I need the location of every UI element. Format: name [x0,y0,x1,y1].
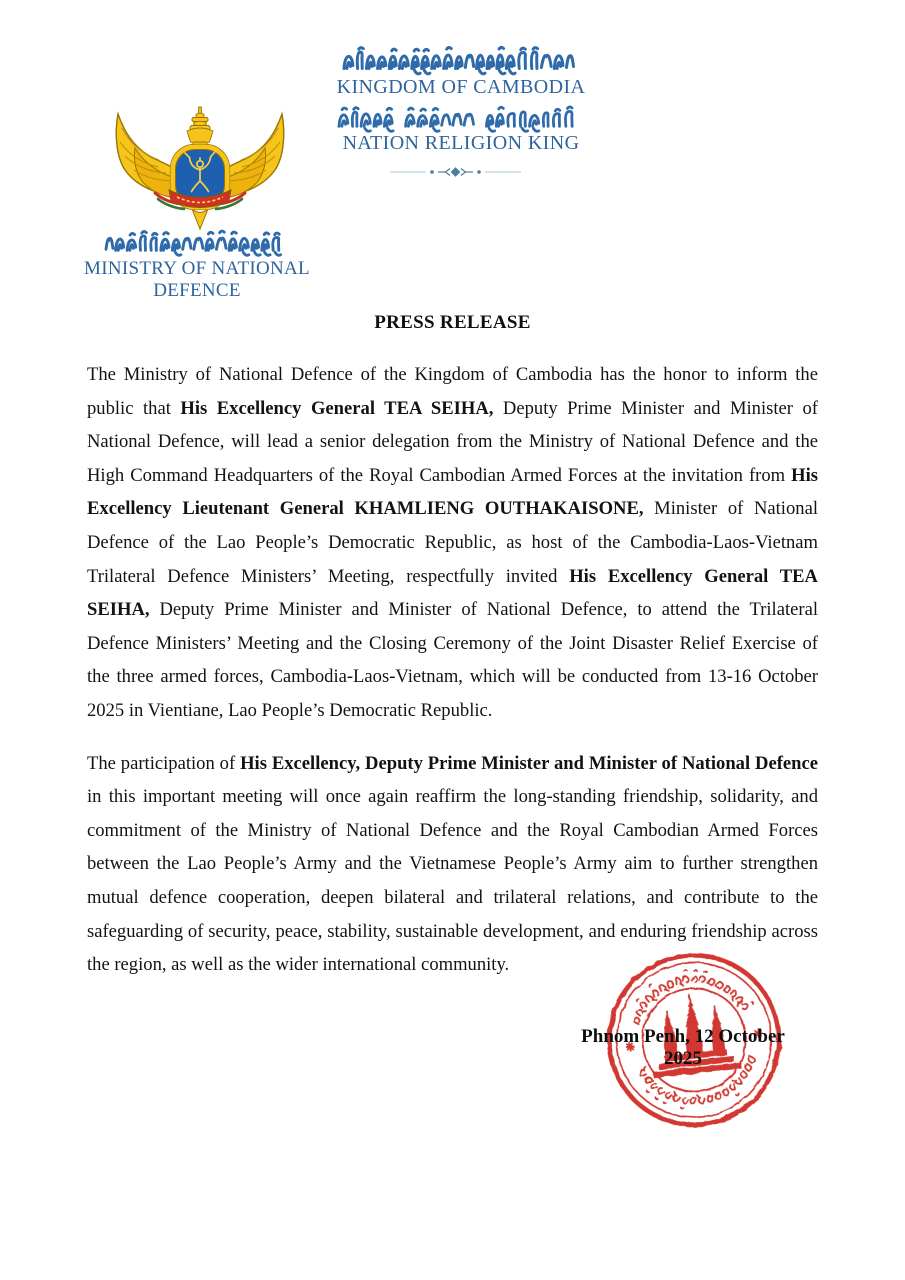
ministry-emblem-icon [112,106,288,234]
press-body-paragraphs [87,358,818,982]
emblem-crown-spire [187,107,213,147]
khmer-heading-motto [337,104,583,135]
kingdom-of-cambodia-title: KINGDOM OF CAMBODIA [336,76,586,98]
emblem-tail [192,209,208,229]
press-paragraph: The Ministry of National Defence of the Kingdom of Cambodia has the honor to inform the public that His Excellency General TEA SEIHA, Deputy Prime Minister and Minister of National Defence, will lead a senior delegation from the Ministry of National Defence and the High Command Headquarters of the Royal Cambodian Armed Forces at the invitation from His Excellency Lieutenant General KHAMLIENG OUTHAKAISONE, Minister of National Defence of the Lao People’s Democratic Republic, as host of the Cambodia-Laos-Vietnam Trilateral Defence Ministers’ Meeting, respectfully invited His Excellency General TEA SEIHA, Deputy Prime Minister and Minister of National Defence, to attend the Trilateral Defence Ministers’ Meeting and the Closing Ceremony of the Joint Disaster Relief Exercise of the three armed forces, Cambodia-Laos-Vietnam, which will be conducted from 13-16 October 2025 in Vientiane, Lao People’s Democratic Republic. [87,364,818,721]
header-divider-ornament-icon [388,164,523,180]
dateline: Phnom Penh, 12 October 2025 [581,1026,785,1069]
khmer-heading-kingdom [342,44,578,78]
press-paragraph: The participation of His Excellency, Deputy Prime Minister and Minister of National Defence in this important meeting will once again reaffirm the long-standing friendship, solidarity, and commitment of the Ministry of National Defence and the Royal Cambodian Armed Forces between the Lao People’s Army and the Vietnamese People’s Army aim to further strengthen mutual defence cooperation, deepen bilateral and trilateral relations, and contribute to the safeguarding of security, peace, stability, sustainable development, and enduring friendship across the region, as well as the wider international community. [87,752,818,976]
khmer-ministry-name [104,228,290,259]
ministry-name-english: MINISTRY OF NATIONAL DEFENCE [84,258,310,301]
press-release-title: PRESS RELEASE [374,312,531,333]
nation-religion-king-title: NATION RELIGION KING [342,132,580,154]
